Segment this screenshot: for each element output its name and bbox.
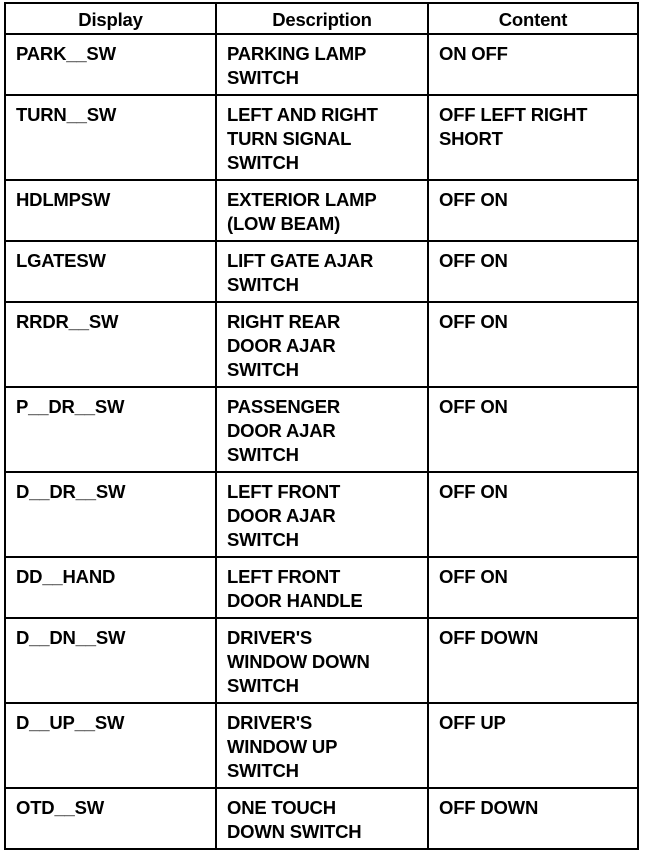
content-cell xyxy=(428,241,638,302)
display-cell xyxy=(5,180,216,241)
description-value: LEFT FRONT DOOR HANDLE xyxy=(227,566,363,611)
content-value: OFF ON xyxy=(439,250,508,271)
description-value: LIFT GATE AJAR SWITCH xyxy=(227,250,374,295)
display-cell xyxy=(5,95,216,180)
description-value: LEFT AND RIGHT TURN SIGNAL SWITCH xyxy=(227,104,378,173)
display-value: DD__HAND xyxy=(16,566,116,587)
description-value: DRIVER'S WINDOW DOWN SWITCH xyxy=(227,627,370,696)
table-row xyxy=(5,618,638,703)
display-cell xyxy=(5,703,216,788)
table-row xyxy=(5,387,638,472)
description-value: DRIVER'S WINDOW UP SWITCH xyxy=(227,712,338,781)
content-cell xyxy=(428,788,638,849)
content-value: OFF LEFT RIGHT SHORT xyxy=(439,104,588,149)
table-row xyxy=(5,557,638,618)
description-value: PASSENGER DOOR AJAR SWITCH xyxy=(227,396,340,465)
content-value: OFF DOWN xyxy=(439,797,539,818)
description-cell xyxy=(216,703,428,788)
description-value: RIGHT REAR DOOR AJAR SWITCH xyxy=(227,311,341,380)
content-cell xyxy=(428,180,638,241)
description-value: ONE TOUCH DOWN SWITCH xyxy=(227,797,362,842)
display-cell xyxy=(5,557,216,618)
content-value: OFF ON xyxy=(439,396,508,417)
switch-data-table xyxy=(4,2,639,850)
content-cell xyxy=(428,387,638,472)
display-value: OTD__SW xyxy=(16,797,105,818)
display-cell xyxy=(5,387,216,472)
display-value: P__DR__SW xyxy=(16,396,125,417)
content-cell xyxy=(428,703,638,788)
display-value: D__DR__SW xyxy=(16,481,126,502)
display-cell xyxy=(5,34,216,95)
description-value: LEFT FRONT DOOR AJAR SWITCH xyxy=(227,481,341,550)
table-row xyxy=(5,241,638,302)
table-header-row xyxy=(5,3,638,34)
description-cell xyxy=(216,618,428,703)
content-cell xyxy=(428,472,638,557)
display-cell xyxy=(5,241,216,302)
content-value: OFF DOWN xyxy=(439,627,539,648)
column-header-content: Content xyxy=(428,3,638,34)
description-cell xyxy=(216,387,428,472)
description-cell xyxy=(216,557,428,618)
content-value: OFF ON xyxy=(439,566,508,587)
column-header-description: Description xyxy=(216,3,428,34)
description-cell xyxy=(216,302,428,387)
table-row xyxy=(5,788,638,849)
display-value: LGATESW xyxy=(16,250,106,271)
display-value: D__DN__SW xyxy=(16,627,126,648)
content-cell xyxy=(428,302,638,387)
description-cell xyxy=(216,788,428,849)
description-cell xyxy=(216,180,428,241)
display-cell xyxy=(5,788,216,849)
content-cell xyxy=(428,618,638,703)
content-value: OFF UP xyxy=(439,712,506,733)
content-value: OFF ON xyxy=(439,189,508,210)
content-cell xyxy=(428,95,638,180)
display-value: RRDR__SW xyxy=(16,311,119,332)
table-row xyxy=(5,302,638,387)
display-cell xyxy=(5,618,216,703)
display-value: PARK__SW xyxy=(16,43,116,64)
description-cell xyxy=(216,34,428,95)
table-row xyxy=(5,34,638,95)
content-cell xyxy=(428,34,638,95)
table-row xyxy=(5,472,638,557)
display-value: D__UP__SW xyxy=(16,712,125,733)
column-header-display: Display xyxy=(5,3,216,34)
display-cell xyxy=(5,472,216,557)
description-value: PARKING LAMP SWITCH xyxy=(227,43,367,88)
content-cell xyxy=(428,557,638,618)
description-cell xyxy=(216,95,428,180)
content-value: ON OFF xyxy=(439,43,508,64)
content-value: OFF ON xyxy=(439,481,508,502)
table-row xyxy=(5,180,638,241)
content-value: OFF ON xyxy=(439,311,508,332)
description-cell xyxy=(216,472,428,557)
display-cell xyxy=(5,302,216,387)
table-row xyxy=(5,703,638,788)
description-value: EXTERIOR LAMP (LOW BEAM) xyxy=(227,189,377,234)
display-value: TURN__SW xyxy=(16,104,117,125)
table-row xyxy=(5,95,638,180)
description-cell xyxy=(216,241,428,302)
display-value: HDLMPSW xyxy=(16,189,111,210)
